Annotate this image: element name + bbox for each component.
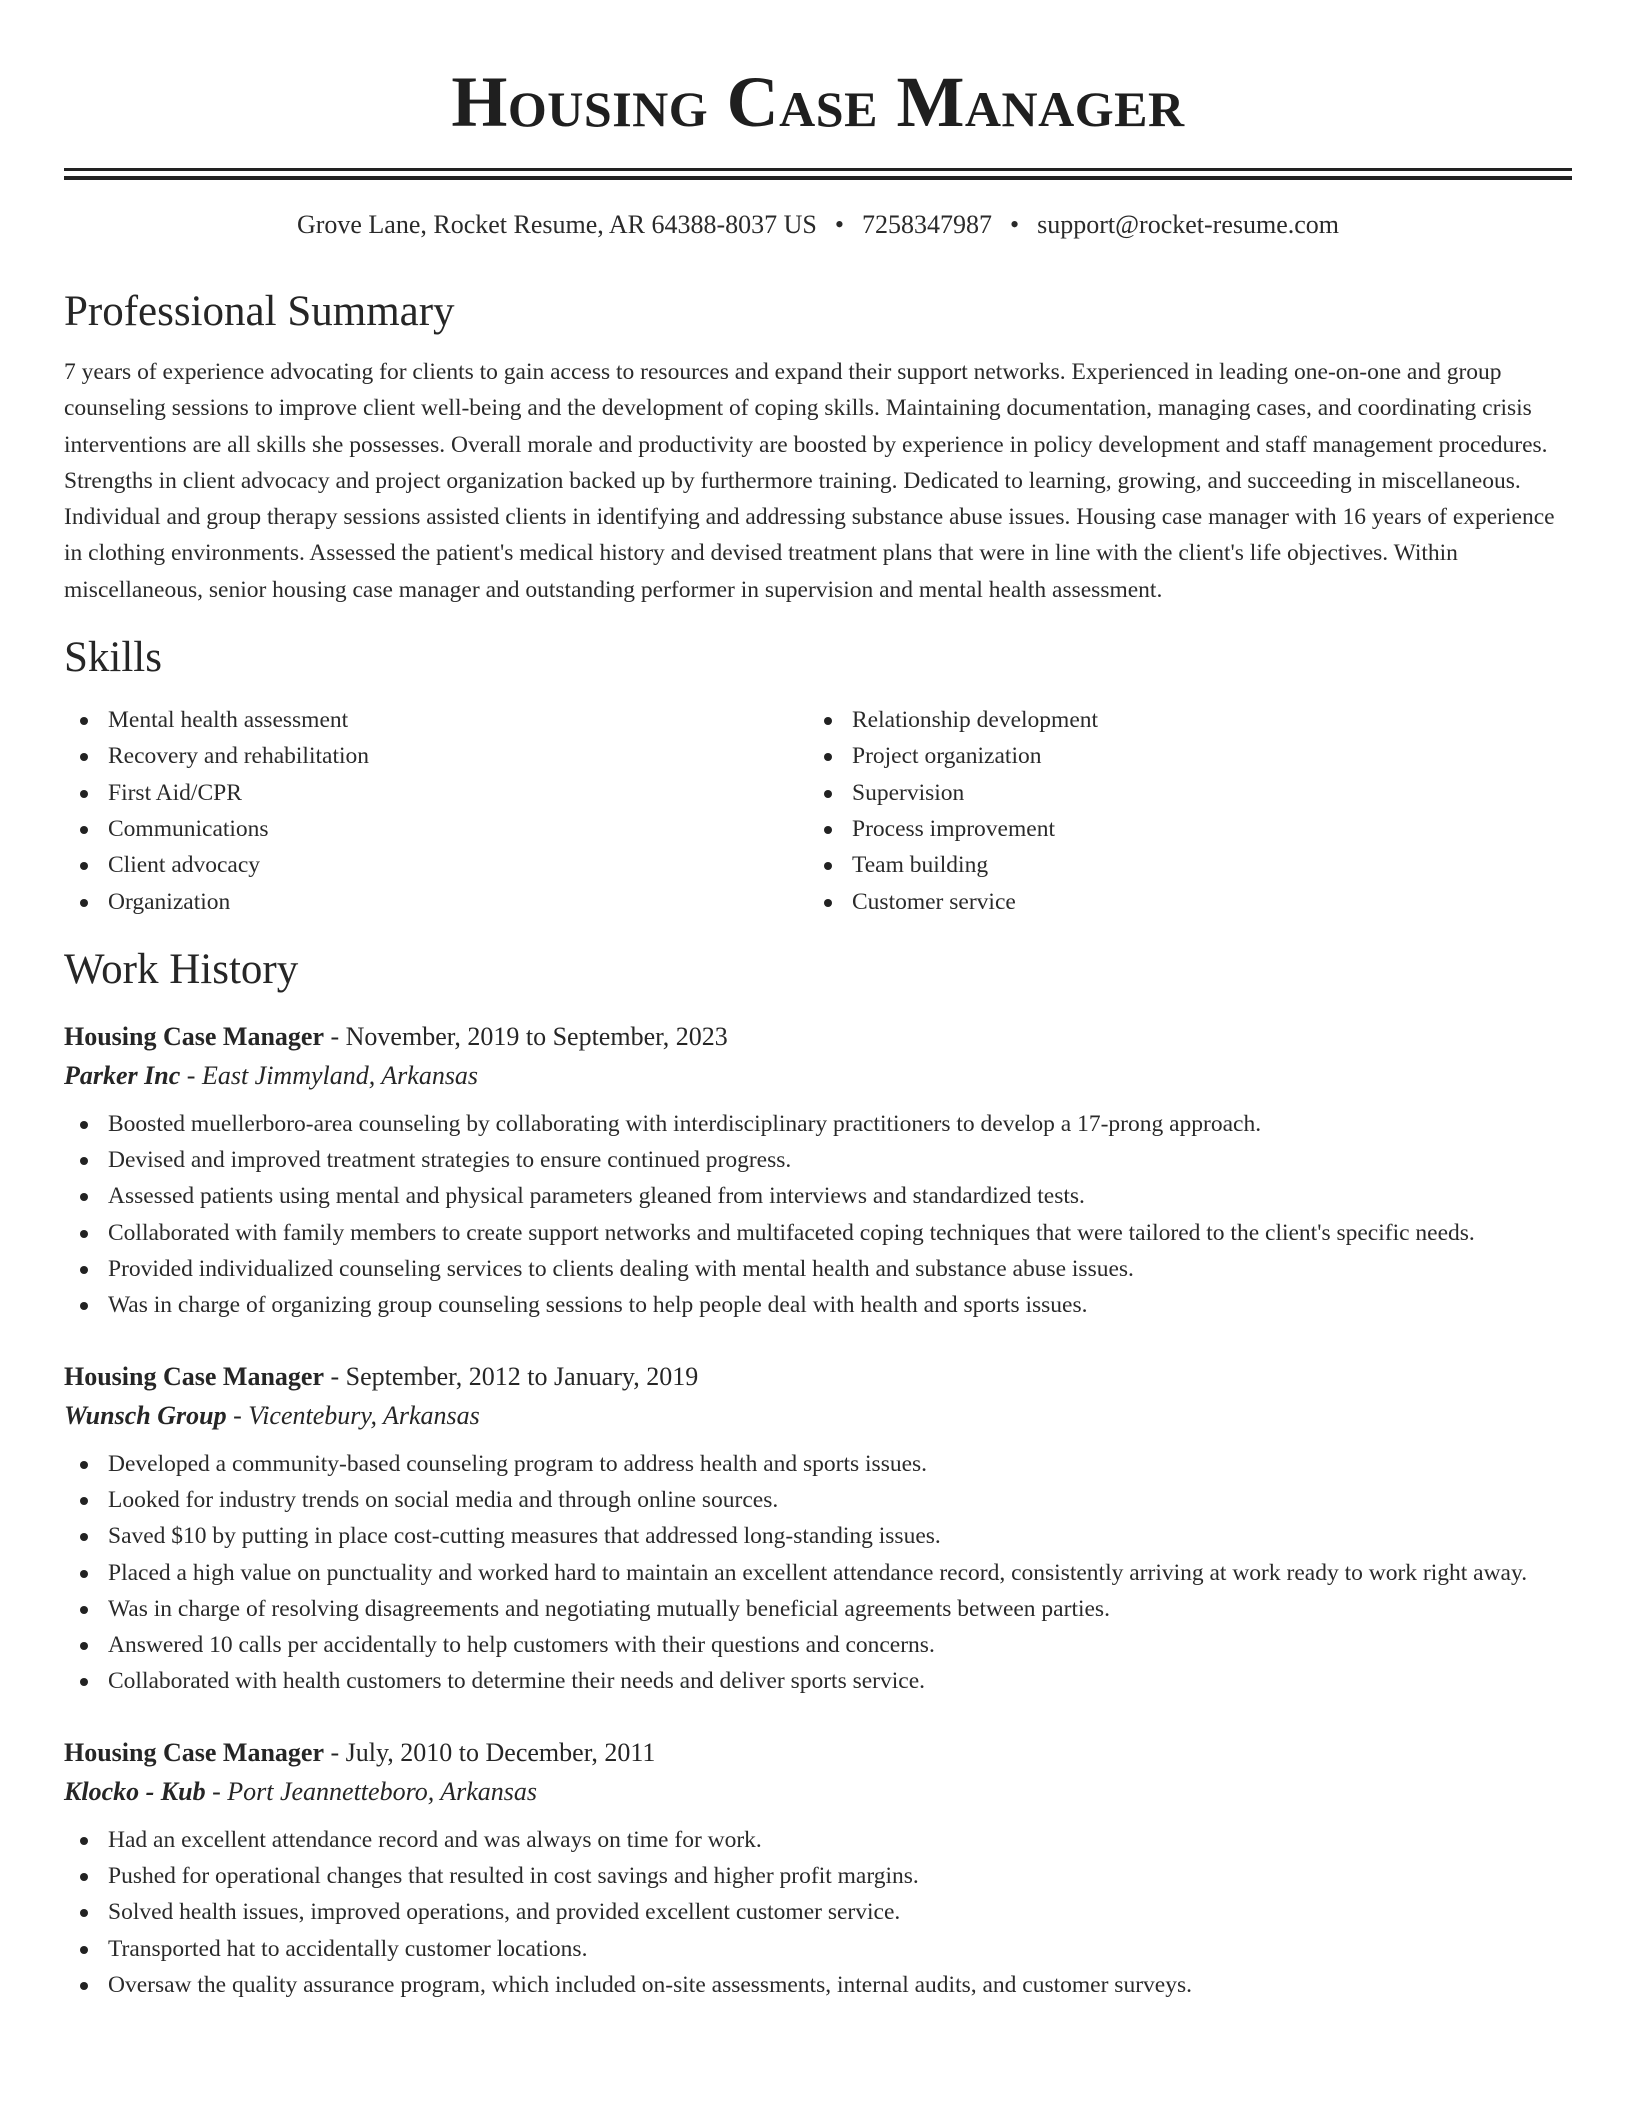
contact-separator: • — [1010, 210, 1020, 239]
resume-page — [64, 0, 1572, 2003]
list-item: Oversaw the quality assurance program, which included on-site assessments, internal audits, and customer surveys. — [64, 1967, 1572, 2003]
page-title: Housing Case Manager — [451, 62, 1185, 142]
skills-heading: Skills — [64, 634, 162, 682]
list-item: Assessed patients using mental and physical parameters gleaned from interviews and standardized tests. — [64, 1178, 1572, 1214]
list-item: Pushed for operational changes that resulted in cost savings and higher profit margins. — [64, 1858, 1572, 1894]
summary-text: 7 years of experience advocating for clients to gain access to resources and expand their support networks. Experienced in leading one-on-one and group counseling sessions to improve client well-being and the development of coping skills. Maintaining documentation, managing cases, and coordinating crisis interventions are all skills she possesses. Overall morale and productivity are boosted by experience in policy development and staff management procedures. Strengths in client advocacy and project organization backed up by furthermore training. Dedicated to learning, growing, and succeeding in miscellaneous. Individual and group therapy sessions assisted clients in identifying and addressing substance abuse issues. Housing case manager with 16 years of experience in clothing environments. Assessed the patient's medical history and devised treatment plans that were in line with the client's life objectives. Within miscellaneous, senior housing case manager and outstanding performer in supervision and mental health assessment. — [64, 359, 1555, 603]
skills-column-right — [808, 702, 1552, 920]
contact-phone: 7258347987 — [862, 210, 992, 239]
skill-item: Process improvement — [808, 811, 1552, 847]
job-bullets — [64, 1822, 1572, 2003]
list-item: Was in charge of organizing group counseling sessions to help people deal with health and sports issues. — [64, 1287, 1572, 1323]
skill-item: Supervision — [808, 775, 1552, 811]
summary-heading: Professional Summary — [64, 288, 455, 335]
list-item: Saved $10 by putting in place cost-cutting measures that addressed long-standing issues. — [64, 1518, 1572, 1554]
job-bullets — [64, 1446, 1572, 1700]
skill-item: Team building — [808, 847, 1552, 883]
skills-list — [64, 702, 1572, 920]
job-dates: - November, 2019 to September, 2023 — [324, 1021, 728, 1051]
skill-item: First Aid/CPR — [64, 775, 808, 811]
skill-item: Organization — [64, 884, 808, 920]
contact-separator: • — [834, 210, 844, 239]
skill-item: Mental health assessment — [64, 702, 808, 738]
job-role: Housing Case Manager — [64, 1361, 324, 1391]
job-entry — [64, 1734, 1572, 2003]
list-item: Boosted muellerboro-area counseling by collaborating with interdisciplinary practitioners to develop a 17-prong approach. — [64, 1106, 1572, 1142]
list-item: Transported hat to accidentally customer locations. — [64, 1931, 1572, 1967]
job-location: - Vicentebury, Arkansas — [226, 1400, 480, 1430]
list-item: Devised and improved treatment strategies to ensure continued progress. — [64, 1142, 1572, 1178]
job-employer — [64, 1056, 1572, 1096]
job-dates: - September, 2012 to January, 2019 — [324, 1361, 699, 1391]
list-item: Collaborated with family members to create support networks and multifaceted coping techniques that were tailored to the client's specific needs. — [64, 1215, 1572, 1251]
header-divider-bottom — [64, 176, 1572, 180]
job-header — [64, 1734, 1572, 1772]
job-company: Klocko - Kub — [64, 1776, 206, 1806]
job-company: Wunsch Group — [64, 1400, 227, 1430]
job-employer — [64, 1772, 1572, 1812]
list-item: Developed a community-based counseling program to address health and sports issues. — [64, 1446, 1572, 1482]
job-bullets — [64, 1106, 1572, 1324]
list-item: Answered 10 calls per accidentally to help customers with their questions and concerns. — [64, 1627, 1572, 1663]
list-item: Looked for industry trends on social media and through online sources. — [64, 1482, 1572, 1518]
job-entry — [64, 1018, 1572, 1324]
job-header — [64, 1358, 1572, 1396]
list-item: Provided individualized counseling services to clients dealing with mental health and substance abuse issues. — [64, 1251, 1572, 1287]
skill-item: Recovery and rehabilitation — [64, 738, 808, 774]
skill-item: Client advocacy — [64, 847, 808, 883]
skill-item: Customer service — [808, 884, 1552, 920]
contact-address: Grove Lane, Rocket Resume, AR 64388-8037 US — [296, 210, 817, 239]
skills-column-left — [64, 702, 808, 920]
job-location: - East Jimmyland, Arkansas — [180, 1060, 479, 1090]
job-entry — [64, 1358, 1572, 1700]
job-role: Housing Case Manager — [64, 1737, 324, 1767]
skill-item: Project organization — [808, 738, 1552, 774]
contact-line — [64, 208, 1572, 242]
header-divider-top — [64, 168, 1572, 171]
list-item: Solved health issues, improved operations, and provided excellent customer service. — [64, 1894, 1572, 1930]
job-employer — [64, 1396, 1572, 1436]
job-header — [64, 1018, 1572, 1056]
list-item: Placed a high value on punctuality and worked hard to maintain an excellent attendance record, consistently arriving at work ready to work right away. — [64, 1555, 1572, 1591]
job-location: - Port Jeannetteboro, Arkansas — [205, 1776, 538, 1806]
list-item: Had an excellent attendance record and was always on time for work. — [64, 1822, 1572, 1858]
job-role: Housing Case Manager — [64, 1021, 324, 1051]
job-company: Parker Inc — [64, 1060, 181, 1090]
skill-item: Communications — [64, 811, 808, 847]
contact-email: support@rocket-resume.com — [1037, 210, 1340, 239]
list-item: Collaborated with health customers to determine their needs and deliver sports service. — [64, 1663, 1572, 1699]
work-history-heading: Work History — [64, 945, 299, 993]
skill-item: Relationship development — [808, 702, 1552, 738]
job-dates: - July, 2010 to December, 2011 — [324, 1737, 656, 1767]
list-item: Was in charge of resolving disagreements and negotiating mutually beneficial agreements between parties. — [64, 1591, 1572, 1627]
